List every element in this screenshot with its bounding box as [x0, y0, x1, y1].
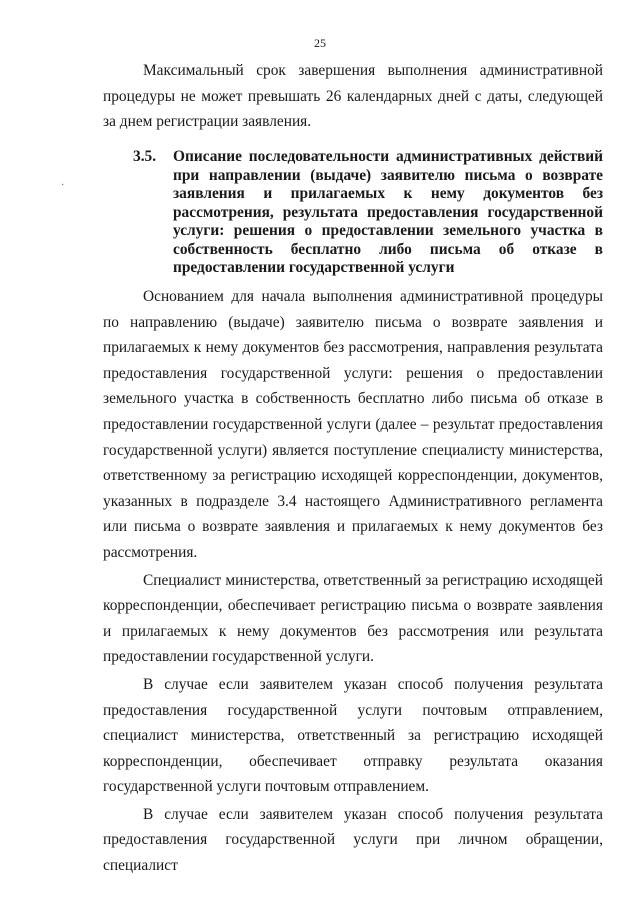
- section-title: Описание последовательности административных действий при направлении (выдаче) заявителю письма о возврате заявления и прилагаемых к нему документов без рассмотрения, результата предоставления государственной услуги: решения о предоставлении земельного участка в собственность бесплатно либо письма об отказе в предоставлении государственной услуги: [173, 148, 603, 276]
- paragraph-registration: Специалист министерства, ответственный за регистрацию исходящей корреспонденции, обеспечивает регистрацию письма о возврате заявления и прилагаемых к нему документов без рассмотрения или результата предоставлении государственной услуги.: [103, 571, 603, 666]
- page-number: 25: [314, 36, 326, 50]
- margin-mark: ·: [61, 180, 65, 191]
- main-text: [103, 284, 603, 879]
- paragraph-basis: Основанием для начала выполнения административной процедуры по направлению (выдаче) заявителю письма о возврате заявления и прилагаемых к нему документов без рассмотрения, направления результата предоставления государственной услуги: решения о предоставлении земельного участка в собственность бесплатно либо письма об отказе в предоставлении государственной услуги (далее – результат предоставления государственной услуги) является поступление специалисту министерства, ответственному за регистрацию исходящей корреспонденции, документов, указанных в подразделе 3.4 настоящего Административного регламента или письма о возврате заявления и прилагаемых к нему документов без рассмотрения.: [103, 288, 603, 561]
- intro-block: [103, 58, 603, 135]
- paragraph-postal: В случае если заявителем указан способ получения результата предоставления государственной услуги почтовым отправлением, специалист министерства, ответственный за регистрацию исходящей корреспонденции, обеспечивает отправку результата оказания государственной услуги почтовым отправлением.: [103, 675, 603, 796]
- paragraph-personal: В случае если заявителем указан способ получения результата предоставления государственной услуги при личном обращении, специалист: [103, 805, 603, 875]
- intro-paragraph: Максимальный срок завершения выполнения административной процедуры не может превышать 26 календарных дней с даты, следующей за днем регистрации заявления.: [103, 62, 603, 131]
- section-number: 3.5.: [133, 148, 157, 165]
- section-heading: [133, 148, 603, 278]
